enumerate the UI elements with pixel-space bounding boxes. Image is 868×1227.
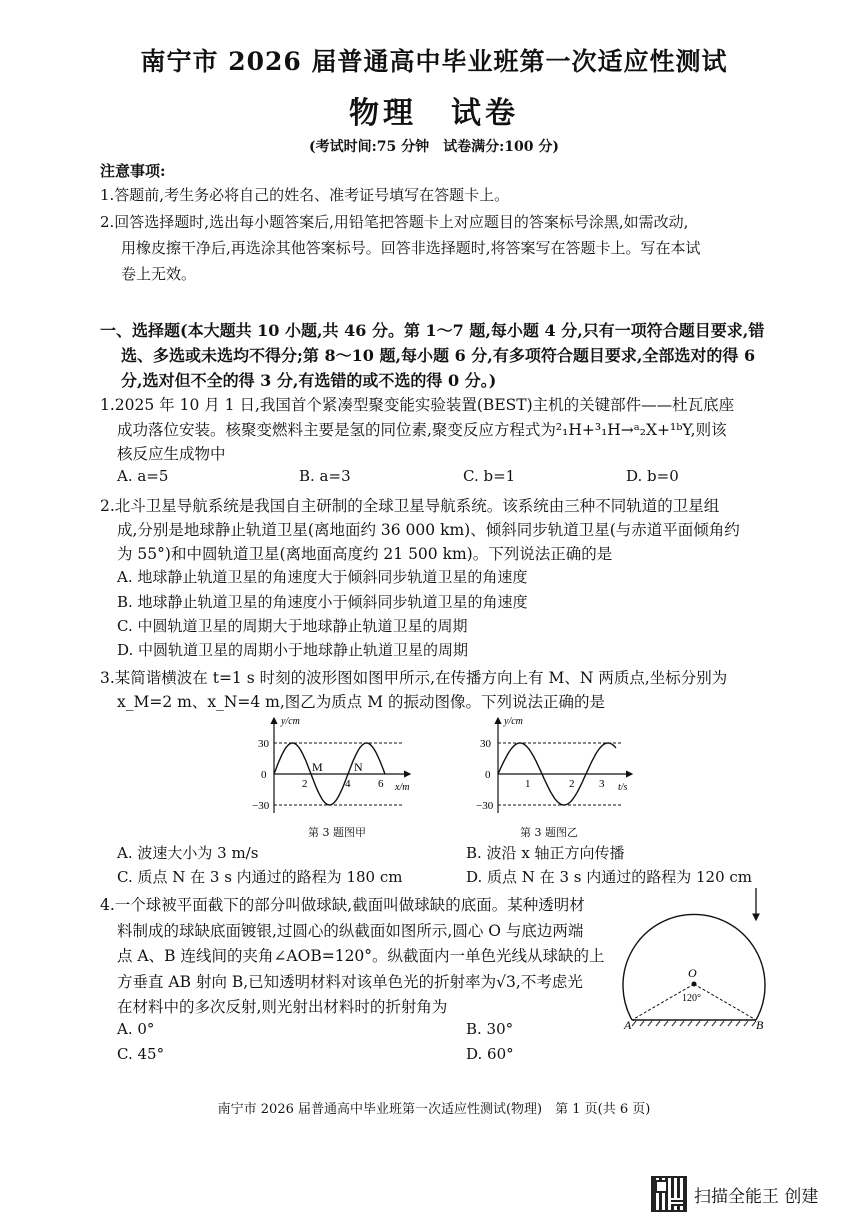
fig-a-ytick: 30 <box>258 738 269 750</box>
center-o-label: O <box>688 966 697 980</box>
q1-stem-line: 成功落位安装。核聚变燃料主要是氢的同位素,聚变反应方程式为²₁H+³₁H→ᵃ₂X+¹ᵇY,则该 <box>117 421 727 439</box>
notice-line: 卷上无效。 <box>121 265 197 283</box>
q2-option-d: D. 中圆轨道卫星的周期小于地球静止轨道卫星的周期 <box>117 641 469 659</box>
fig-a-xlabel: x/m <box>395 782 410 793</box>
exam-subject: 物理 试卷 <box>349 96 519 131</box>
fig-b-xtick: 1 <box>525 778 531 790</box>
fig-b-ylabel: y/cm <box>504 716 523 727</box>
fig-a-xtick: 4 <box>345 778 351 790</box>
notice-line: 1.答题前,考生务必将自己的姓名、准考证号填写在答题卡上。 <box>100 186 510 204</box>
fig-b-xtick: 2 <box>569 778 575 790</box>
q3-option-c: C. 质点 N 在 3 s 内通过的路程为 180 cm <box>117 868 403 886</box>
fig-a-ytick: 0 <box>261 769 267 781</box>
notice-line: 用橡皮擦干净后,再选涂其他答案标号。回答非选择题时,将答案写在答题卡上。写在本试 <box>121 239 701 257</box>
q1-stem-line: 1.2025 年 10 月 1 日,我国首个紧凑型聚变能实验装置(BEST)主机的关键部件——杜瓦底座 <box>100 396 735 414</box>
q4-stem-line: 在材料中的多次反射,则光射出材料时的折射角为 <box>117 998 448 1016</box>
q4-option-c: C. 45° <box>117 1045 165 1063</box>
fig-b-ytick: −30 <box>476 800 494 812</box>
q4-stem-line: 4.一个球被平面截下的部分叫做球缺,截面叫做球缺的底面。某种透明材 <box>100 896 585 914</box>
q1-option-b: B. a=3 <box>299 467 351 485</box>
section-heading-line: 选、多选或未选均不得分;第 8～10 题,每小题 6 分,有多项符合题目要求,全部选对的得 6 <box>121 346 756 365</box>
q4-stem-line: 点 A、B 连线间的夹角∠AOB=120°。纵截面内一单色光线从球缺的上 <box>117 947 605 965</box>
fig-b-ytick: 30 <box>480 738 491 750</box>
q3-fig-b-caption: 第 3 题图乙 <box>520 826 578 839</box>
q1-option-c: C. b=1 <box>463 467 516 485</box>
q4-figure <box>620 880 780 1030</box>
q3-figure-b <box>476 712 656 822</box>
qr-code-icon <box>651 1176 687 1212</box>
q3-option-b: B. 波沿 x 轴正方向传播 <box>466 844 625 862</box>
notice-line: 2.回答选择题时,选出每小题答案后,用铅笔把答题卡上对应题目的答案标号涂黑,如需改动, <box>100 213 689 231</box>
q1-option-a: A. a=5 <box>117 467 169 485</box>
page-footer: 南宁市 2026 届普通高中毕业班第一次适应性测试(物理) 第 1 页(共 6 页) <box>217 1102 651 1117</box>
q4-stem-line: 料制成的球缺底面镀银,过圆心的纵截面如图所示,圆心 O 与底边两端 <box>117 922 584 940</box>
fig-b-xlabel: t/s <box>618 782 628 793</box>
point-n-label: N <box>354 760 363 774</box>
point-a-label: A <box>624 1018 632 1030</box>
q3-fig-a-caption: 第 3 题图甲 <box>308 826 366 839</box>
notice-heading: 注意事项: <box>100 162 166 180</box>
q2-stem-line: 为 55°)和中圆轨道卫星(离地面高度约 21 500 km)。下列说法正确的是 <box>117 545 613 563</box>
exam-title: 南宁市 2026 届普通高中毕业班第一次适应性测试 <box>140 47 728 76</box>
q4-stem-line: 方垂直 AB 射向 B,已知透明材料对该单色光的折射率为√3,不考虑光 <box>117 973 583 991</box>
section-heading-line: 一、选择题(本大题共 10 小题,共 46 分。第 1～7 题,每小题 4 分,只有一项符合题目要求,错 <box>100 321 765 340</box>
fig-b-xtick: 3 <box>599 778 605 790</box>
point-b-label: B <box>756 1018 764 1030</box>
q2-stem-line: 成,分别是地球静止轨道卫星(离地面约 36 000 km)、倾斜同步轨道卫星(与赤道平面倾角约 <box>117 521 740 539</box>
q4-option-b: B. 30° <box>466 1020 514 1038</box>
point-m-label: M <box>312 760 323 774</box>
q1-option-d: D. b=0 <box>626 467 679 485</box>
q2-option-a: A. 地球静止轨道卫星的角速度大于倾斜同步轨道卫星的角速度 <box>117 568 528 586</box>
fig-a-xtick: 6 <box>378 778 384 790</box>
q3-option-a: A. 波速大小为 3 m/s <box>117 844 259 862</box>
q3-stem-line: 3.某简谐横波在 t=1 s 时刻的波形图如图甲所示,在传播方向上有 M、N 两质点,坐标分别为 <box>100 669 728 687</box>
fig-a-ytick: −30 <box>252 800 270 812</box>
q4-option-a: A. 0° <box>117 1020 155 1038</box>
angle-label: 120° <box>682 993 701 1004</box>
scanner-watermark: 扫描全能王 创建 <box>694 1187 819 1207</box>
q3-figure-a <box>248 712 428 822</box>
q3-stem-line: x_M=2 m、x_N=4 m,图乙为质点 M 的振动图像。下列说法正确的是 <box>117 693 606 711</box>
q2-stem-line: 2.北斗卫星导航系统是我国自主研制的全球卫星导航系统。该系统由三种不同轨道的卫星组 <box>100 497 720 515</box>
fig-a-ylabel: y/cm <box>281 716 300 727</box>
q3-option-d: D. 质点 N 在 3 s 内通过的路程为 120 cm <box>466 868 753 886</box>
fig-a-xtick: 2 <box>302 778 308 790</box>
q2-option-c: C. 中圆轨道卫星的周期大于地球静止轨道卫星的周期 <box>117 617 468 635</box>
q2-option-b: B. 地球静止轨道卫星的角速度小于倾斜同步轨道卫星的角速度 <box>117 593 528 611</box>
section-heading-line: 分,选对但不全的得 3 分,有选错的或不选的得 0 分。) <box>121 371 497 390</box>
q4-option-d: D. 60° <box>466 1045 514 1063</box>
q1-stem-line: 核反应生成物中 <box>117 445 226 463</box>
exam-time-info: (考试时间:75 分钟 试卷满分:100 分) <box>308 139 560 155</box>
fig-b-ytick: 0 <box>485 769 491 781</box>
